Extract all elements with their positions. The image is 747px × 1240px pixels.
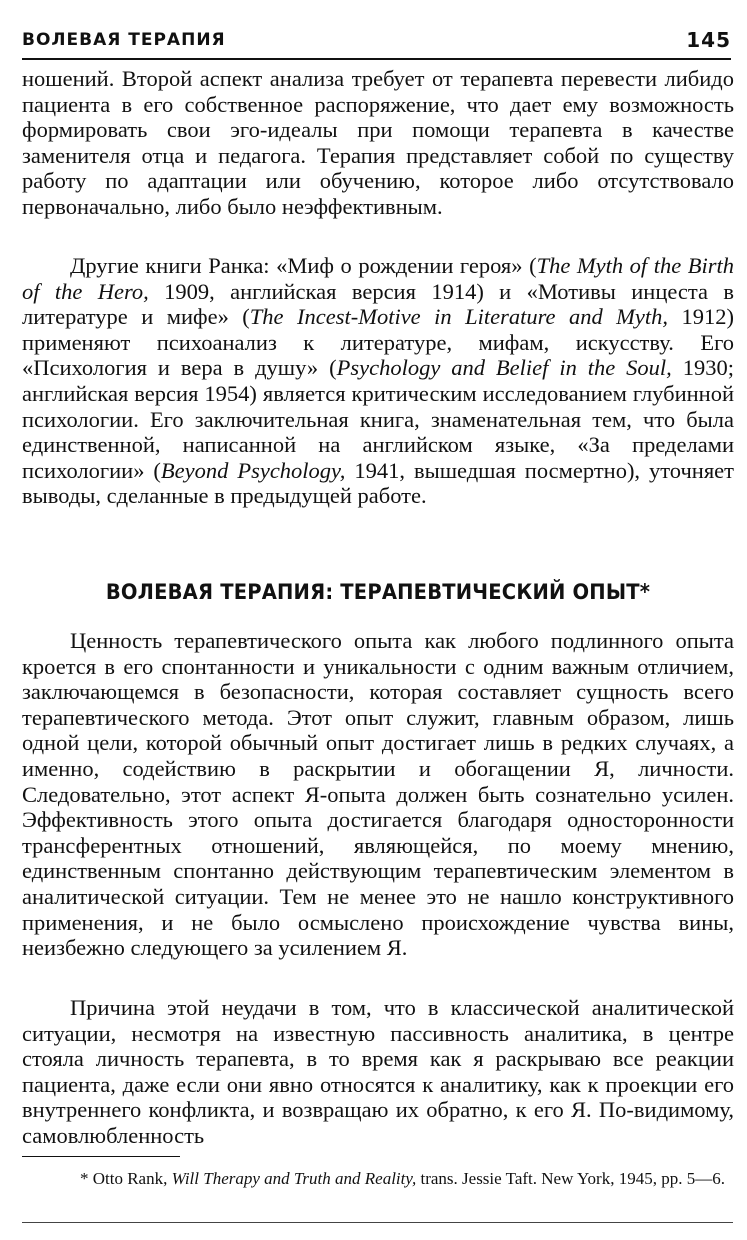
footnote	[22, 1168, 734, 1189]
paragraph-failure-reason: Причина этой неудачи в том, что в классической аналитической ситуации, несмотря на известную пассивность аналитика, в центре стояла личность терапевта, в то время как я раскрываю все реакции пациента, даже если они явно относятся к аналитику, как к проекции его внутреннего конфликта, и возвращаю их обратно, к его Я. По-видимому, самовлюбленность	[22, 995, 734, 1148]
page-number: 145	[686, 28, 731, 52]
text-run: 1941, вышедшая посмертно), уточняет выводы, сделанные в предыдущей работе.	[22, 457, 734, 509]
text-run: 1909, английская версия 1914) и «Мотивы инцеста в литературе и мифе» (	[22, 278, 734, 330]
section-heading: ВОЛЕВАЯ ТЕРАПИЯ: ТЕРАПЕВТИЧЕСКИЙ ОПЫТ*	[105, 580, 651, 604]
paragraph-therapeutic-experience: Ценность терапевтического опыта как любого подлинного опыта кроется в его спонтанности и уникальности с одним важным отличием, заключающемся в безопасности, которая составляет сущность всего терапевтического метода. Этот опыт служит, главным образом, лишь одной цели, которой обычный опыт достигает лишь в редких случаях, а именно, содействию в раскрытии и обогащении Я, личности. Следовательно, этот аспект Я-опыта должен быть сознательно усилен. Эффективность этого опыта достигается благодаря односторонности трансферентных отношений, являющейся, по моему мнению, единственным спонтанно действующим терапевтическим элементом в аналитической ситуации. Тем не менее это не нашло конструктивного применения, и не было осмыслено происхождение чувства вины, неизбежно следующего за усилением Я.	[22, 628, 734, 961]
running-title: ВОЛЕВАЯ ТЕРАПИЯ	[22, 30, 226, 50]
book-title-psychology-belief: Psychology and Belief in the Soul,	[336, 355, 672, 381]
running-header	[22, 28, 731, 60]
book-title-beyond-psychology: Beyond Psychology,	[160, 457, 346, 483]
book-title-incest-motive: The Incest-Motive in Literature and Myth,	[249, 304, 669, 330]
paragraph-rank-books	[22, 253, 734, 509]
text-run: 1930; английская версия 1954) является критическим исследованием глубинной психологии. Его заключительная книга, знаменательная тем, что была единственной, написанной на английском языке, «За пределами психологии» (	[22, 355, 734, 483]
footnote-text: trans. Jessie Taft. New York, 1945, pp. 5—6.	[416, 1169, 725, 1188]
footnote-book-title: Will Therapy and Truth and Reality,	[171, 1169, 417, 1188]
paragraph-continuation: ношений. Второй аспект анализа требует от терапевта перевести либидо пациента в его собственное распоряжение, что дает ему возможность формировать свои эго-идеалы при помощи терапевта в качестве заменителя отца и педагога. Терапия представляет собой по существу работу по адаптации или обучению, которое либо отсутствовало первоначально, либо было неэффективным.	[22, 66, 734, 219]
page-bottom-rule	[22, 1222, 733, 1223]
footnote-divider	[22, 1156, 180, 1157]
text-run: 1912) применяют психоанализ к литературе, мифам, искусству. Его «Психология и вера в душу» (	[22, 304, 734, 381]
book-title-myth-of-hero: The Myth of the Birth of the Hero,	[22, 253, 734, 304]
footnote-text: * Otto Rank,	[80, 1169, 172, 1188]
text-run: Другие книги Ранка: «Миф о рождении героя» (	[70, 253, 537, 278]
